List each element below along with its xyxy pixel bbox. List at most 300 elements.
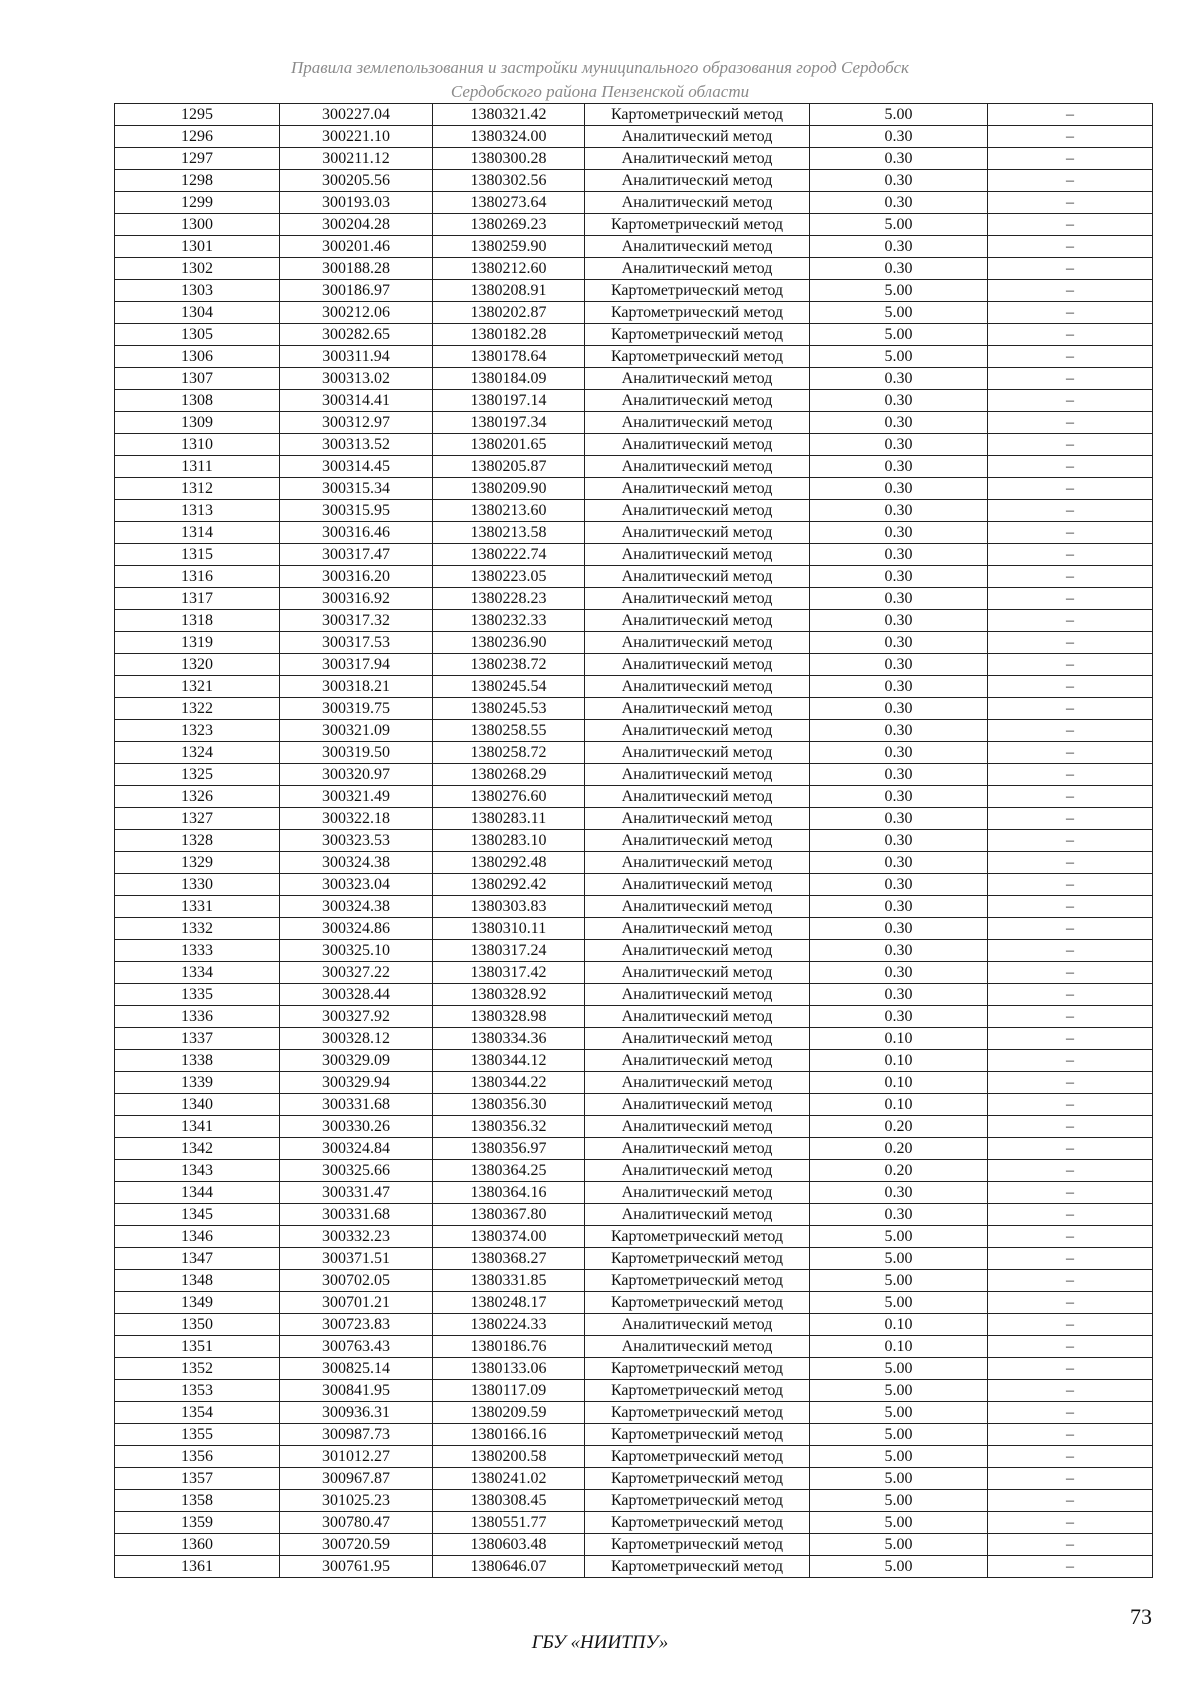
x-coordinate-cell: 300324.38 [280, 852, 433, 874]
method-cell: Аналитический метод [585, 544, 810, 566]
note-cell: – [988, 544, 1153, 566]
x-coordinate-cell: 300188.28 [280, 258, 433, 280]
x-coordinate-cell: 300328.44 [280, 984, 433, 1006]
point-number-cell: 1295 [115, 104, 280, 126]
y-coordinate-cell: 1380356.32 [433, 1116, 585, 1138]
method-cell: Картометрический метод [585, 1490, 810, 1512]
table-row [115, 808, 1153, 830]
point-number-cell: 1308 [115, 390, 280, 412]
x-coordinate-cell: 300227.04 [280, 104, 433, 126]
x-coordinate-cell: 300324.38 [280, 896, 433, 918]
accuracy-cell: 0.30 [810, 874, 988, 896]
accuracy-cell: 0.30 [810, 654, 988, 676]
method-cell: Аналитический метод [585, 654, 810, 676]
accuracy-cell: 0.30 [810, 368, 988, 390]
note-cell: – [988, 588, 1153, 610]
point-number-cell: 1300 [115, 214, 280, 236]
x-coordinate-cell: 300763.43 [280, 1336, 433, 1358]
y-coordinate-cell: 1380292.48 [433, 852, 585, 874]
accuracy-cell: 0.30 [810, 808, 988, 830]
note-cell: – [988, 170, 1153, 192]
note-cell: – [988, 632, 1153, 654]
note-cell: – [988, 1468, 1153, 1490]
note-cell: – [988, 1292, 1153, 1314]
table-row [115, 1270, 1153, 1292]
y-coordinate-cell: 1380245.54 [433, 676, 585, 698]
x-coordinate-cell: 300325.66 [280, 1160, 433, 1182]
table-row [115, 1028, 1153, 1050]
point-number-cell: 1330 [115, 874, 280, 896]
y-coordinate-cell: 1380324.00 [433, 126, 585, 148]
method-cell: Аналитический метод [585, 412, 810, 434]
y-coordinate-cell: 1380269.23 [433, 214, 585, 236]
table-row [115, 1006, 1153, 1028]
table-row [115, 698, 1153, 720]
point-number-cell: 1329 [115, 852, 280, 874]
x-coordinate-cell: 300825.14 [280, 1358, 433, 1380]
point-number-cell: 1339 [115, 1072, 280, 1094]
accuracy-cell: 0.30 [810, 1182, 988, 1204]
point-number-cell: 1354 [115, 1402, 280, 1424]
table-row [115, 434, 1153, 456]
note-cell: – [988, 1006, 1153, 1028]
x-coordinate-cell: 300323.04 [280, 874, 433, 896]
accuracy-cell: 0.10 [810, 1314, 988, 1336]
point-number-cell: 1315 [115, 544, 280, 566]
y-coordinate-cell: 1380364.16 [433, 1182, 585, 1204]
note-cell: – [988, 214, 1153, 236]
table-row [115, 192, 1153, 214]
note-cell: – [988, 1270, 1153, 1292]
accuracy-cell: 0.30 [810, 148, 988, 170]
method-cell: Аналитический метод [585, 1094, 810, 1116]
point-number-cell: 1325 [115, 764, 280, 786]
note-cell: – [988, 1204, 1153, 1226]
y-coordinate-cell: 1380117.09 [433, 1380, 585, 1402]
note-cell: – [988, 566, 1153, 588]
point-number-cell: 1350 [115, 1314, 280, 1336]
point-number-cell: 1313 [115, 500, 280, 522]
point-number-cell: 1316 [115, 566, 280, 588]
method-cell: Аналитический метод [585, 1028, 810, 1050]
method-cell: Аналитический метод [585, 632, 810, 654]
method-cell: Аналитический метод [585, 170, 810, 192]
note-cell: – [988, 126, 1153, 148]
x-coordinate-cell: 300311.94 [280, 346, 433, 368]
x-coordinate-cell: 300221.10 [280, 126, 433, 148]
accuracy-cell: 0.30 [810, 896, 988, 918]
x-coordinate-cell: 300327.92 [280, 1006, 433, 1028]
point-number-cell: 1352 [115, 1358, 280, 1380]
method-cell: Аналитический метод [585, 918, 810, 940]
table-row [115, 1402, 1153, 1424]
table-row [115, 1490, 1153, 1512]
accuracy-cell: 5.00 [810, 1358, 988, 1380]
point-number-cell: 1314 [115, 522, 280, 544]
x-coordinate-cell: 300317.53 [280, 632, 433, 654]
y-coordinate-cell: 1380166.16 [433, 1424, 585, 1446]
note-cell: – [988, 368, 1153, 390]
point-number-cell: 1299 [115, 192, 280, 214]
x-coordinate-cell: 300319.75 [280, 698, 433, 720]
table-row [115, 1336, 1153, 1358]
header-line-2: Сердобского района Пензенской области [450, 82, 750, 101]
x-coordinate-cell: 300314.41 [280, 390, 433, 412]
accuracy-cell: 0.30 [810, 940, 988, 962]
table-row [115, 764, 1153, 786]
table-row [115, 324, 1153, 346]
table-row [115, 368, 1153, 390]
x-coordinate-cell: 301012.27 [280, 1446, 433, 1468]
y-coordinate-cell: 1380197.34 [433, 412, 585, 434]
method-cell: Аналитический метод [585, 258, 810, 280]
accuracy-cell: 0.10 [810, 1072, 988, 1094]
method-cell: Картометрический метод [585, 324, 810, 346]
x-coordinate-cell: 300317.32 [280, 610, 433, 632]
method-cell: Картометрический метод [585, 1424, 810, 1446]
y-coordinate-cell: 1380356.30 [433, 1094, 585, 1116]
table-row [115, 896, 1153, 918]
point-number-cell: 1328 [115, 830, 280, 852]
method-cell: Картометрический метод [585, 1468, 810, 1490]
note-cell: – [988, 390, 1153, 412]
accuracy-cell: 0.30 [810, 1006, 988, 1028]
method-cell: Картометрический метод [585, 1534, 810, 1556]
table-row [115, 940, 1153, 962]
method-cell: Аналитический метод [585, 808, 810, 830]
x-coordinate-cell: 300313.52 [280, 434, 433, 456]
x-coordinate-cell: 300327.22 [280, 962, 433, 984]
method-cell: Картометрический метод [585, 1358, 810, 1380]
accuracy-cell: 0.10 [810, 1336, 988, 1358]
method-cell: Картометрический метод [585, 346, 810, 368]
y-coordinate-cell: 1380310.11 [433, 918, 585, 940]
x-coordinate-cell: 300193.03 [280, 192, 433, 214]
point-number-cell: 1359 [115, 1512, 280, 1534]
y-coordinate-cell: 1380273.64 [433, 192, 585, 214]
note-cell: – [988, 720, 1153, 742]
x-coordinate-cell: 300319.50 [280, 742, 433, 764]
point-number-cell: 1337 [115, 1028, 280, 1050]
point-number-cell: 1302 [115, 258, 280, 280]
method-cell: Аналитический метод [585, 1072, 810, 1094]
note-cell: – [988, 1138, 1153, 1160]
table-row [115, 1556, 1153, 1578]
note-cell: – [988, 1182, 1153, 1204]
method-cell: Аналитический метод [585, 852, 810, 874]
x-coordinate-cell: 301025.23 [280, 1490, 433, 1512]
y-coordinate-cell: 1380184.09 [433, 368, 585, 390]
note-cell: – [988, 456, 1153, 478]
accuracy-cell: 0.10 [810, 1028, 988, 1050]
note-cell: – [988, 148, 1153, 170]
note-cell: – [988, 808, 1153, 830]
method-cell: Аналитический метод [585, 720, 810, 742]
note-cell: – [988, 500, 1153, 522]
accuracy-cell: 0.30 [810, 962, 988, 984]
accuracy-cell: 0.30 [810, 742, 988, 764]
table-row [115, 148, 1153, 170]
accuracy-cell: 0.30 [810, 522, 988, 544]
table-row [115, 104, 1153, 126]
accuracy-cell: 0.30 [810, 852, 988, 874]
note-cell: – [988, 1116, 1153, 1138]
point-number-cell: 1340 [115, 1094, 280, 1116]
table-row [115, 1292, 1153, 1314]
table-row [115, 390, 1153, 412]
method-cell: Картометрический метод [585, 1270, 810, 1292]
point-number-cell: 1351 [115, 1336, 280, 1358]
y-coordinate-cell: 1380232.33 [433, 610, 585, 632]
accuracy-cell: 0.30 [810, 236, 988, 258]
y-coordinate-cell: 1380258.55 [433, 720, 585, 742]
table-row [115, 346, 1153, 368]
x-coordinate-cell: 300312.97 [280, 412, 433, 434]
y-coordinate-cell: 1380182.28 [433, 324, 585, 346]
table-row [115, 456, 1153, 478]
note-cell: – [988, 1050, 1153, 1072]
table-row [115, 1204, 1153, 1226]
note-cell: – [988, 1446, 1153, 1468]
x-coordinate-cell: 300204.28 [280, 214, 433, 236]
method-cell: Аналитический метод [585, 940, 810, 962]
method-cell: Аналитический метод [585, 126, 810, 148]
note-cell: – [988, 1402, 1153, 1424]
table-row [115, 302, 1153, 324]
method-cell: Аналитический метод [585, 390, 810, 412]
method-cell: Аналитический метод [585, 764, 810, 786]
accuracy-cell: 5.00 [810, 1270, 988, 1292]
note-cell: – [988, 654, 1153, 676]
table-row [115, 214, 1153, 236]
accuracy-cell: 0.20 [810, 1160, 988, 1182]
y-coordinate-cell: 1380368.27 [433, 1248, 585, 1270]
method-cell: Аналитический метод [585, 786, 810, 808]
x-coordinate-cell: 300317.94 [280, 654, 433, 676]
point-number-cell: 1296 [115, 126, 280, 148]
y-coordinate-cell: 1380209.90 [433, 478, 585, 500]
note-cell: – [988, 896, 1153, 918]
y-coordinate-cell: 1380222.74 [433, 544, 585, 566]
method-cell: Аналитический метод [585, 588, 810, 610]
method-cell: Аналитический метод [585, 478, 810, 500]
accuracy-cell: 5.00 [810, 1468, 988, 1490]
x-coordinate-cell: 300761.95 [280, 1556, 433, 1578]
x-coordinate-cell: 300331.68 [280, 1204, 433, 1226]
x-coordinate-cell: 300313.02 [280, 368, 433, 390]
point-number-cell: 1358 [115, 1490, 280, 1512]
accuracy-cell: 0.30 [810, 918, 988, 940]
note-cell: – [988, 1358, 1153, 1380]
method-cell: Картометрический метод [585, 1248, 810, 1270]
table-row [115, 1534, 1153, 1556]
accuracy-cell: 0.30 [810, 786, 988, 808]
y-coordinate-cell: 1380223.05 [433, 566, 585, 588]
accuracy-cell: 5.00 [810, 1446, 988, 1468]
x-coordinate-cell: 300316.20 [280, 566, 433, 588]
x-coordinate-cell: 300318.21 [280, 676, 433, 698]
y-coordinate-cell: 1380259.90 [433, 236, 585, 258]
note-cell: – [988, 830, 1153, 852]
y-coordinate-cell: 1380258.72 [433, 742, 585, 764]
accuracy-cell: 5.00 [810, 1292, 988, 1314]
accuracy-cell: 0.30 [810, 544, 988, 566]
y-coordinate-cell: 1380646.07 [433, 1556, 585, 1578]
y-coordinate-cell: 1380208.91 [433, 280, 585, 302]
x-coordinate-cell: 300331.68 [280, 1094, 433, 1116]
x-coordinate-cell: 300720.59 [280, 1534, 433, 1556]
y-coordinate-cell: 1380268.29 [433, 764, 585, 786]
point-number-cell: 1318 [115, 610, 280, 632]
y-coordinate-cell: 1380308.45 [433, 1490, 585, 1512]
x-coordinate-cell: 300322.18 [280, 808, 433, 830]
note-cell: – [988, 324, 1153, 346]
accuracy-cell: 5.00 [810, 104, 988, 126]
x-coordinate-cell: 300316.92 [280, 588, 433, 610]
method-cell: Картометрический метод [585, 1512, 810, 1534]
method-cell: Аналитический метод [585, 1138, 810, 1160]
accuracy-cell: 0.30 [810, 456, 988, 478]
table-row [115, 1160, 1153, 1182]
table-row [115, 610, 1153, 632]
point-number-cell: 1349 [115, 1292, 280, 1314]
accuracy-cell: 0.30 [810, 390, 988, 412]
note-cell: – [988, 962, 1153, 984]
x-coordinate-cell: 300324.84 [280, 1138, 433, 1160]
note-cell: – [988, 1314, 1153, 1336]
note-cell: – [988, 1160, 1153, 1182]
accuracy-cell: 0.30 [810, 258, 988, 280]
point-number-cell: 1321 [115, 676, 280, 698]
y-coordinate-cell: 1380133.06 [433, 1358, 585, 1380]
y-coordinate-cell: 1380178.64 [433, 346, 585, 368]
point-number-cell: 1353 [115, 1380, 280, 1402]
table-row [115, 1116, 1153, 1138]
note-cell: – [988, 522, 1153, 544]
table-row [115, 1446, 1153, 1468]
note-cell: – [988, 742, 1153, 764]
point-number-cell: 1346 [115, 1226, 280, 1248]
table-row [115, 1468, 1153, 1490]
note-cell: – [988, 1512, 1153, 1534]
point-number-cell: 1335 [115, 984, 280, 1006]
accuracy-cell: 0.30 [810, 412, 988, 434]
point-number-cell: 1301 [115, 236, 280, 258]
x-coordinate-cell: 300320.97 [280, 764, 433, 786]
method-cell: Картометрический метод [585, 1380, 810, 1402]
method-cell: Аналитический метод [585, 1050, 810, 1072]
accuracy-cell: 0.30 [810, 720, 988, 742]
table-row [115, 742, 1153, 764]
point-number-cell: 1322 [115, 698, 280, 720]
accuracy-cell: 5.00 [810, 214, 988, 236]
note-cell: – [988, 1424, 1153, 1446]
note-cell: – [988, 236, 1153, 258]
accuracy-cell: 0.30 [810, 830, 988, 852]
accuracy-cell: 0.10 [810, 1050, 988, 1072]
y-coordinate-cell: 1380331.85 [433, 1270, 585, 1292]
point-number-cell: 1347 [115, 1248, 280, 1270]
note-cell: – [988, 1336, 1153, 1358]
note-cell: – [988, 874, 1153, 896]
y-coordinate-cell: 1380603.48 [433, 1534, 585, 1556]
point-number-cell: 1319 [115, 632, 280, 654]
table-row [115, 1226, 1153, 1248]
note-cell: – [988, 434, 1153, 456]
y-coordinate-cell: 1380356.97 [433, 1138, 585, 1160]
note-cell: – [988, 1534, 1153, 1556]
method-cell: Аналитический метод [585, 500, 810, 522]
note-cell: – [988, 280, 1153, 302]
point-number-cell: 1336 [115, 1006, 280, 1028]
accuracy-cell: 0.30 [810, 632, 988, 654]
point-number-cell: 1341 [115, 1116, 280, 1138]
table-row [115, 874, 1153, 896]
y-coordinate-cell: 1380197.14 [433, 390, 585, 412]
method-cell: Картометрический метод [585, 1446, 810, 1468]
y-coordinate-cell: 1380213.60 [433, 500, 585, 522]
accuracy-cell: 5.00 [810, 280, 988, 302]
note-cell: – [988, 1226, 1153, 1248]
method-cell: Картометрический метод [585, 214, 810, 236]
x-coordinate-cell: 300212.06 [280, 302, 433, 324]
note-cell: – [988, 764, 1153, 786]
table-row [115, 236, 1153, 258]
point-number-cell: 1327 [115, 808, 280, 830]
y-coordinate-cell: 1380241.02 [433, 1468, 585, 1490]
point-number-cell: 1326 [115, 786, 280, 808]
accuracy-cell: 5.00 [810, 346, 988, 368]
note-cell: – [988, 104, 1153, 126]
x-coordinate-cell: 300211.12 [280, 148, 433, 170]
table-row [115, 126, 1153, 148]
x-coordinate-cell: 300328.12 [280, 1028, 433, 1050]
accuracy-cell: 5.00 [810, 324, 988, 346]
method-cell: Картометрический метод [585, 1402, 810, 1424]
point-number-cell: 1342 [115, 1138, 280, 1160]
accuracy-cell: 0.30 [810, 1204, 988, 1226]
accuracy-cell: 0.30 [810, 610, 988, 632]
method-cell: Аналитический метод [585, 1160, 810, 1182]
accuracy-cell: 0.20 [810, 1116, 988, 1138]
method-cell: Аналитический метод [585, 874, 810, 896]
note-cell: – [988, 478, 1153, 500]
point-number-cell: 1311 [115, 456, 280, 478]
page-number: 73 [1130, 1604, 1152, 1629]
accuracy-cell: 5.00 [810, 302, 988, 324]
header-line-1: Правила землепользования и застройки муниципального образования город Сердобск [290, 58, 909, 77]
y-coordinate-cell: 1380248.17 [433, 1292, 585, 1314]
y-coordinate-cell: 1380321.42 [433, 104, 585, 126]
table-row [115, 1314, 1153, 1336]
table-row [115, 1424, 1153, 1446]
point-number-cell: 1360 [115, 1534, 280, 1556]
y-coordinate-cell: 1380228.23 [433, 588, 585, 610]
y-coordinate-cell: 1380205.87 [433, 456, 585, 478]
y-coordinate-cell: 1380283.11 [433, 808, 585, 830]
table-row [115, 258, 1153, 280]
table-row [115, 1050, 1153, 1072]
method-cell: Аналитический метод [585, 962, 810, 984]
method-cell: Аналитический метод [585, 566, 810, 588]
accuracy-cell: 5.00 [810, 1490, 988, 1512]
accuracy-cell: 0.30 [810, 192, 988, 214]
table-row [115, 984, 1153, 1006]
point-number-cell: 1298 [115, 170, 280, 192]
table-row [115, 566, 1153, 588]
accuracy-cell: 0.30 [810, 478, 988, 500]
method-cell: Аналитический метод [585, 610, 810, 632]
